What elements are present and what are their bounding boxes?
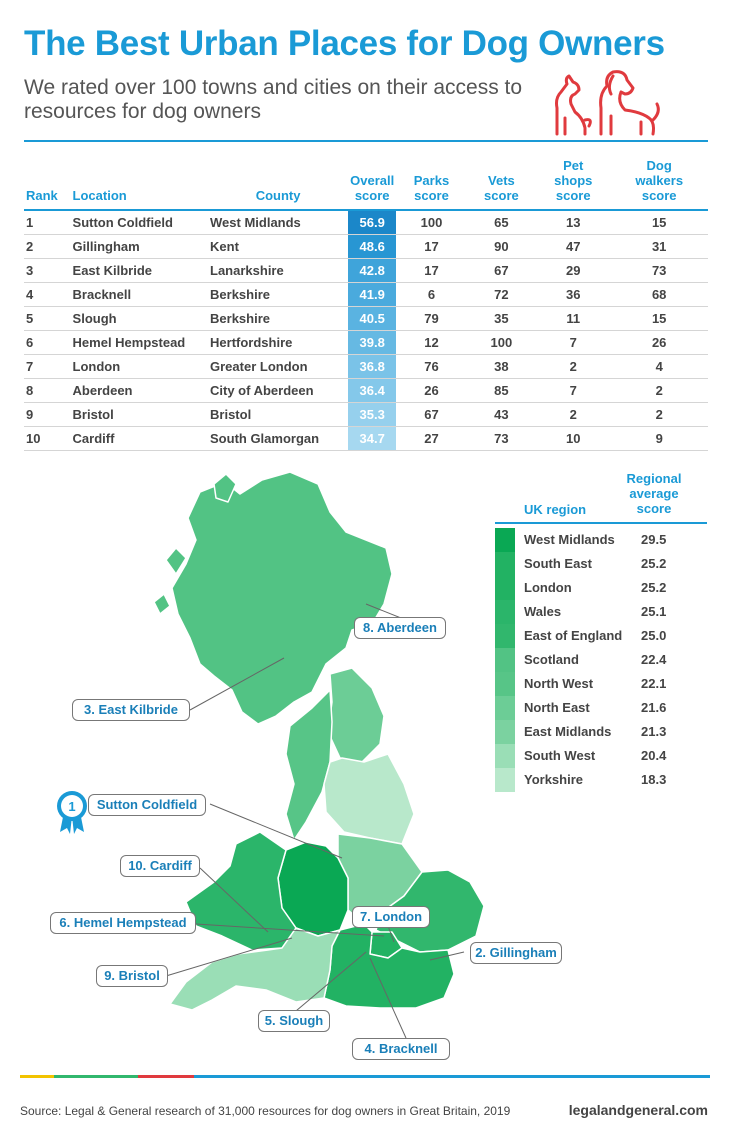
legend-region-value: 18.3 <box>641 772 667 787</box>
cell-pet-shops-score: 13 <box>536 210 610 235</box>
column-header-dog-walkers: Dog walkers score <box>610 158 708 210</box>
cell-location: Sutton Coldfield <box>67 210 208 235</box>
region-legend <box>495 470 707 792</box>
footer-bar-red <box>138 1075 194 1078</box>
footer-bar-green <box>54 1075 138 1078</box>
cell-parks-score: 26 <box>396 379 466 403</box>
cell-county: Hertfordshire <box>208 331 348 355</box>
table-row <box>24 235 708 259</box>
cell-county: South Glamorgan <box>208 427 348 451</box>
cell-vets-score: 43 <box>467 403 536 427</box>
cell-overall-score: 56.9 <box>348 210 396 235</box>
cell-rank: 2 <box>24 235 67 259</box>
cell-location: Cardiff <box>67 427 208 451</box>
cell-pet-shops-score: 47 <box>536 235 610 259</box>
cell-dog-walkers-score: 31 <box>610 235 708 259</box>
legend-region-value: 25.2 <box>641 580 667 595</box>
cell-location: Bristol <box>67 403 208 427</box>
cell-dog-walkers-score: 26 <box>610 331 708 355</box>
dogs-illustration-icon <box>545 68 665 140</box>
cell-pet-shops-score: 2 <box>536 403 610 427</box>
page-title: The Best Urban Places for Dog Owners <box>24 24 665 63</box>
cell-parks-score: 67 <box>396 403 466 427</box>
cell-overall-score: 48.6 <box>348 235 396 259</box>
cell-vets-score: 72 <box>467 283 536 307</box>
region-north-east <box>328 668 384 762</box>
cell-county: Berkshire <box>208 307 348 331</box>
cell-rank: 7 <box>24 355 67 379</box>
legend-row <box>495 768 707 792</box>
cell-rank: 8 <box>24 379 67 403</box>
cell-rank: 10 <box>24 427 67 451</box>
legend-row <box>495 528 707 552</box>
legend-region-value: 20.4 <box>641 748 667 763</box>
legend-region-name: North East <box>524 700 590 715</box>
cell-pet-shops-score: 29 <box>536 259 610 283</box>
footer-color-bar <box>20 1075 710 1078</box>
legend-region-name: West Midlands <box>524 532 615 547</box>
legend-row <box>495 744 707 768</box>
map-label: 5. Slough <box>258 1010 330 1032</box>
cell-location: Slough <box>67 307 208 331</box>
cell-county: Lanarkshire <box>208 259 348 283</box>
cell-location: Bracknell <box>67 283 208 307</box>
table-row <box>24 259 708 283</box>
cell-pet-shops-score: 10 <box>536 427 610 451</box>
cell-vets-score: 65 <box>467 210 536 235</box>
map-label: 10. Cardiff <box>120 855 200 877</box>
cell-location: East Kilbride <box>67 259 208 283</box>
cell-overall-score: 41.9 <box>348 283 396 307</box>
table-row <box>24 427 708 451</box>
cell-parks-score: 12 <box>396 331 466 355</box>
cell-parks-score: 17 <box>396 235 466 259</box>
legend-region-name: East Midlands <box>524 724 612 739</box>
table-row <box>24 379 708 403</box>
cell-location: Gillingham <box>67 235 208 259</box>
ranking-table <box>24 158 708 451</box>
table-row <box>24 283 708 307</box>
footer-bar-yellow <box>20 1075 54 1078</box>
legend-row <box>495 648 707 672</box>
cell-dog-walkers-score: 15 <box>610 307 708 331</box>
legend-region-value: 25.1 <box>641 604 667 619</box>
cell-parks-score: 6 <box>396 283 466 307</box>
legend-header-score: Regional average score <box>626 471 682 516</box>
cell-overall-score: 34.7 <box>348 427 396 451</box>
map-label: 3. East Kilbride <box>72 699 190 721</box>
cell-overall-score: 36.4 <box>348 379 396 403</box>
region-north-west <box>286 690 332 840</box>
legend-header-region: UK region <box>524 502 587 517</box>
cell-dog-walkers-score: 68 <box>610 283 708 307</box>
legend-swatch <box>495 624 515 648</box>
cell-overall-score: 35.3 <box>348 403 396 427</box>
legend-region-value: 29.5 <box>641 532 667 547</box>
table-row <box>24 307 708 331</box>
map-label: 6. Hemel Hempstead <box>50 912 196 934</box>
legend-row <box>495 696 707 720</box>
legend-region-name: East of England <box>524 628 623 643</box>
region-wales <box>186 832 296 950</box>
cell-dog-walkers-score: 2 <box>610 403 708 427</box>
cell-rank: 3 <box>24 259 67 283</box>
legend-row <box>495 552 707 576</box>
site-link[interactable]: legalandgeneral.com <box>568 1102 708 1118</box>
legend-swatch <box>495 744 515 768</box>
cell-vets-score: 90 <box>467 235 536 259</box>
table-row <box>24 331 708 355</box>
legend-region-name: South West <box>524 748 596 763</box>
legend-row <box>495 720 707 744</box>
column-header-location: Location <box>67 158 208 210</box>
cell-location: Hemel Hempstead <box>67 331 208 355</box>
cell-rank: 6 <box>24 331 67 355</box>
source-note: Source: Legal & General research of 31,000 resources for dog owners in Great Britain, 2019 <box>20 1104 511 1118</box>
cell-pet-shops-score: 36 <box>536 283 610 307</box>
cell-vets-score: 100 <box>467 331 536 355</box>
legend-row <box>495 624 707 648</box>
footer-bar-blue <box>194 1075 710 1078</box>
legend-region-name: North West <box>524 676 594 691</box>
cell-county: West Midlands <box>208 210 348 235</box>
cell-vets-score: 73 <box>467 427 536 451</box>
column-header-parks: Parks score <box>396 158 466 210</box>
region-yorkshire <box>324 754 414 844</box>
cell-parks-score: 76 <box>396 355 466 379</box>
map-label: 2. Gillingham <box>470 942 562 964</box>
cell-overall-score: 36.8 <box>348 355 396 379</box>
legend-region-name: Wales <box>524 604 562 619</box>
cell-rank: 9 <box>24 403 67 427</box>
map-label: Sutton Coldfield <box>88 794 206 816</box>
cell-dog-walkers-score: 9 <box>610 427 708 451</box>
cell-parks-score: 27 <box>396 427 466 451</box>
first-place-badge-number: 1 <box>68 799 76 814</box>
legend-row <box>495 600 707 624</box>
column-header-county: County <box>208 158 348 210</box>
legend-region-value: 25.0 <box>641 628 667 643</box>
cell-overall-score: 40.5 <box>348 307 396 331</box>
legend-region-name: South East <box>524 556 592 571</box>
legend-swatch <box>495 648 515 672</box>
cell-vets-score: 35 <box>467 307 536 331</box>
cell-location: Aberdeen <box>67 379 208 403</box>
column-header-rank: Rank <box>24 158 67 210</box>
cell-vets-score: 85 <box>467 379 536 403</box>
map-label: 8. Aberdeen <box>354 617 446 639</box>
cell-county: Greater London <box>208 355 348 379</box>
legend-swatch <box>495 600 515 624</box>
cell-vets-score: 38 <box>467 355 536 379</box>
cell-dog-walkers-score: 2 <box>610 379 708 403</box>
legend-swatch <box>495 696 515 720</box>
legend-swatch <box>495 672 515 696</box>
legend-swatch <box>495 552 515 576</box>
cell-dog-walkers-score: 15 <box>610 210 708 235</box>
column-header-vets: Vets score <box>467 158 536 210</box>
cell-parks-score: 79 <box>396 307 466 331</box>
cell-pet-shops-score: 2 <box>536 355 610 379</box>
legend-region-value: 22.1 <box>641 676 667 691</box>
column-header-overall: Overall score <box>348 158 396 210</box>
legend-row <box>495 672 707 696</box>
cell-county: Kent <box>208 235 348 259</box>
cell-location: London <box>67 355 208 379</box>
cell-parks-score: 17 <box>396 259 466 283</box>
cell-pet-shops-score: 7 <box>536 331 610 355</box>
legend-swatch <box>495 528 515 552</box>
cell-pet-shops-score: 11 <box>536 307 610 331</box>
cell-county: Berkshire <box>208 283 348 307</box>
cell-county: City of Aberdeen <box>208 379 348 403</box>
cell-rank: 5 <box>24 307 67 331</box>
cell-rank: 4 <box>24 283 67 307</box>
legend-region-name: London <box>524 580 572 595</box>
table-header-row <box>24 158 708 210</box>
uk-region-map <box>0 462 500 1074</box>
cell-overall-score: 42.8 <box>348 259 396 283</box>
legend-region-value: 21.3 <box>641 724 667 739</box>
legend-region-value: 21.6 <box>641 700 667 715</box>
table-row <box>24 403 708 427</box>
legend-region-value: 25.2 <box>641 556 667 571</box>
legend-swatch <box>495 720 515 744</box>
cell-dog-walkers-score: 73 <box>610 259 708 283</box>
map-label: 9. Bristol <box>96 965 168 987</box>
cell-vets-score: 67 <box>467 259 536 283</box>
legend-swatch <box>495 576 515 600</box>
legend-header <box>495 470 707 524</box>
title-divider <box>24 140 708 142</box>
map-label: 7. London <box>352 906 430 928</box>
legend-row <box>495 576 707 600</box>
legend-swatch <box>495 768 515 792</box>
cell-pet-shops-score: 7 <box>536 379 610 403</box>
table-row <box>24 355 708 379</box>
table-row <box>24 210 708 235</box>
page-subtitle: We rated over 100 towns and cities on their access to resources for dog owners <box>24 76 523 123</box>
cell-dog-walkers-score: 4 <box>610 355 708 379</box>
legend-region-name: Yorkshire <box>524 772 584 787</box>
legend-region-name: Scotland <box>524 652 579 667</box>
legend-region-value: 22.4 <box>641 652 667 667</box>
cell-overall-score: 39.8 <box>348 331 396 355</box>
cell-rank: 1 <box>24 210 67 235</box>
cell-county: Bristol <box>208 403 348 427</box>
map-label: 4. Bracknell <box>352 1038 450 1060</box>
cell-parks-score: 100 <box>396 210 466 235</box>
column-header-pet-shops: Pet shops score <box>536 158 610 210</box>
first-place-badge-icon <box>54 788 90 836</box>
